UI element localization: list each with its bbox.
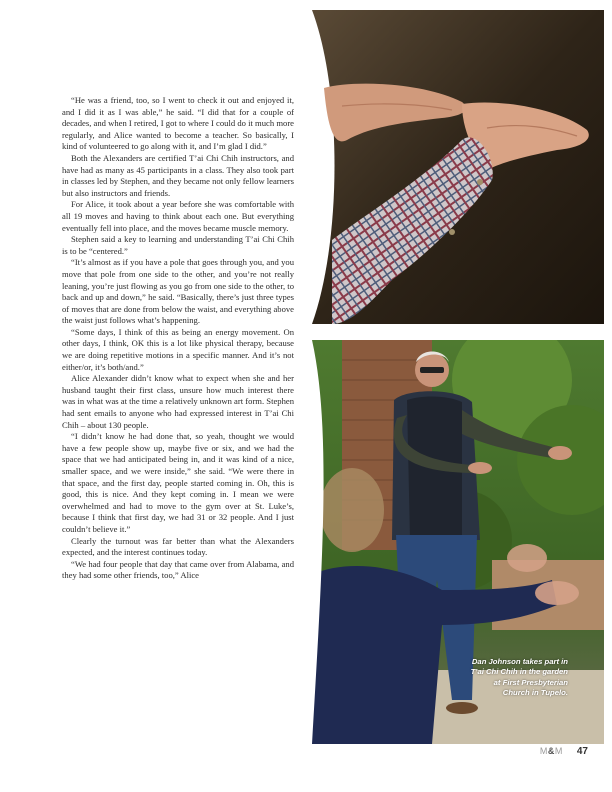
- photo-caption: Dan Johnson takes part in T’ai Chi Chih in the garden at First Presbyterian Church in Tupelo.: [470, 657, 568, 698]
- paragraph: For Alice, it took about a year before she was comfortable with all 19 moves and having to think about each one. But everything eventually fell into place, and the moves became muscle memory.: [62, 199, 294, 233]
- paragraph: “I didn’t know he had done that, so yeah, thought we would have a few people show up, maybe five or six, and we had the space that we had anticipated being in, and it was kind of a nice, smaller space, and we were inside,” she said. “We were there in that space, and the first day, people started coming in. Oh, this is good, this is nice. And they kept coming in. I mean we were overwhelmed and had to move to the gym over at St. Luke’s, because I think that first day, we had 31 or 32 people. And I just couldn’t believe it.”: [62, 431, 294, 534]
- hands-closeup-photo: [312, 10, 604, 324]
- paragraph: Alice Alexander didn’t know what to expect when she and her husband taught their first class, unsure how much interest there was in what was at the time a relatively unknown art form. Stephen had sent emails to anyone who had expressed interest in T’ai Chi Chih – about 130 people.: [62, 373, 294, 430]
- magazine-logo: M&M: [539, 746, 563, 756]
- page-number: 47: [576, 746, 588, 757]
- paragraph: Stephen said a key to learning and understanding T’ai Chi Chih is to be “centered.”: [62, 234, 294, 256]
- article-body: [62, 95, 294, 582]
- paragraph: “Some days, I think of this as being an energy movement. On other days, I think, OK this is a lot like physical therapy, because we are doing repetitive motions in a specific manner. And it’s not either/or, it’s both/and.”: [62, 326, 294, 372]
- page-footer: [540, 746, 588, 757]
- paragraph: “It’s almost as if you have a pole that goes through you, and you move that pole from one side to the other, and you’re not really leaning, you’re just flowing as you go from one side to the other, to back and up and down,” he said. “Basically, there’s just three types of moves that are done from below the waist, and everything above the waist just follows what’s happening.: [62, 257, 294, 326]
- paragraph: Both the Alexanders are certified T’ai Chi Chih instructors, and have had as many as 45 participants in a class. They also took part in classes led by Stephen, and they became not only fellow learners but also instructors and friends.: [62, 152, 294, 198]
- paragraph: Clearly the turnout was far better than what the Alexanders expected, and the interest continues today.: [62, 535, 294, 558]
- paragraph: “We had four people that day that came over from Alabama, and they had some other friends, too,” Alice: [62, 558, 294, 581]
- paragraph: “He was a friend, too, so I went to check it out and enjoyed it, and I did it as I was able,” he said. “I did that for a couple of decades, and when I retired, I got to where I could do it much more regularly, and Alice wanted to become a teacher. So basically, I kind of volunteered to go along with it, and I’m glad I did.”: [62, 95, 294, 152]
